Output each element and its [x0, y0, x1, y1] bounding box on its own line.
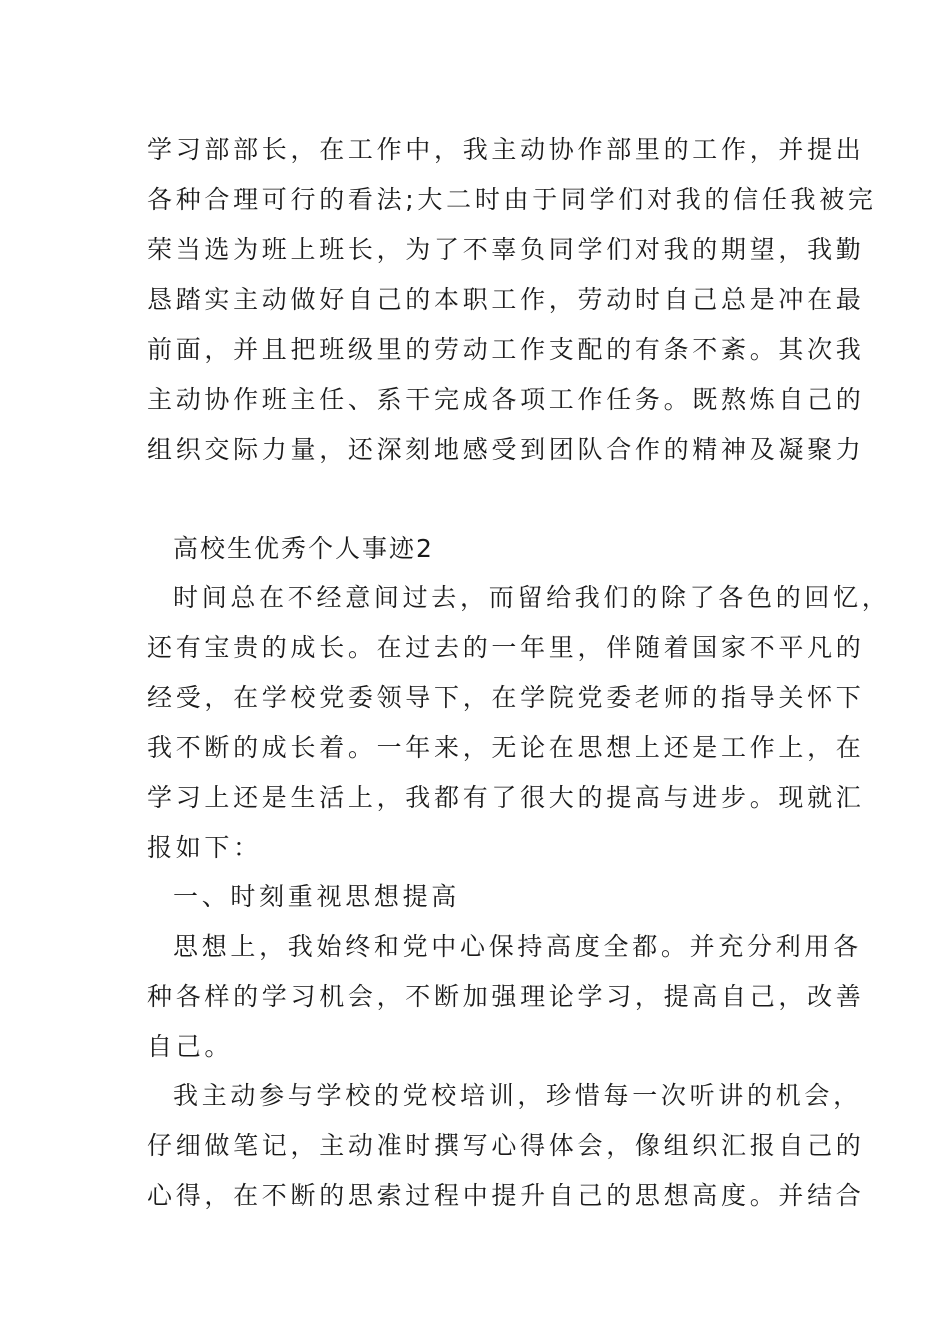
text-line: 荣当选为班上班长，为了不辜负同学们对我的期望，我勤 [147, 235, 865, 264]
text-line: 时间总在不经意间过去，而留给我们的除了各色的回忆， [173, 583, 891, 612]
text-line: 报如下： [147, 833, 262, 862]
text-line: 学习部部长，在工作中，我主动协作部里的工作，并提出 [147, 135, 865, 164]
section-title: 高校生优秀个人事迹2 [173, 534, 434, 563]
text-line: 仔细做笔记，主动准时撰写心得体会，像组织汇报自己的 [147, 1131, 865, 1160]
text-line: 组织交际力量，还深刻地感受到团队合作的精神及凝聚力 [147, 435, 865, 464]
text-line: 前面，并且把班级里的劳动工作支配的有条不紊。其次我 [147, 335, 865, 364]
text-line: 学习上还是生活上，我都有了很大的提高与进步。现就汇 [147, 783, 865, 812]
text-line: 恳踏实主动做好自己的本职工作，劳动时自己总是冲在最 [147, 285, 865, 314]
text-line: 思想上，我始终和党中心保持高度全都。并充分利用各 [173, 932, 862, 961]
text-line: 经受，在学校党委领导下，在学院党委老师的指导关怀下 [147, 683, 865, 712]
text-line: 主动协作班主任、系干完成各项工作任务。既熬炼自己的 [147, 385, 865, 414]
subheading: 一、时刻重视思想提高 [173, 882, 461, 911]
text-line: 自己。 [147, 1032, 234, 1061]
text-line: 我主动参与学校的党校培训，珍惜每一次听讲的机会， [173, 1081, 862, 1110]
text-line: 心得，在不断的思索过程中提升自己的思想高度。并结合 [147, 1181, 865, 1210]
text-line: 各种合理可行的看法;大二时由于同学们对我的信任我被完 [147, 185, 877, 214]
text-line: 种各样的学习机会，不断加强理论学习，提高自己，改善 [147, 982, 865, 1011]
text-line: 还有宝贵的成长。在过去的一年里，伴随着国家不平凡的 [147, 633, 865, 662]
text-line: 我不断的成长着。一年来，无论在思想上还是工作上，在 [147, 733, 865, 762]
